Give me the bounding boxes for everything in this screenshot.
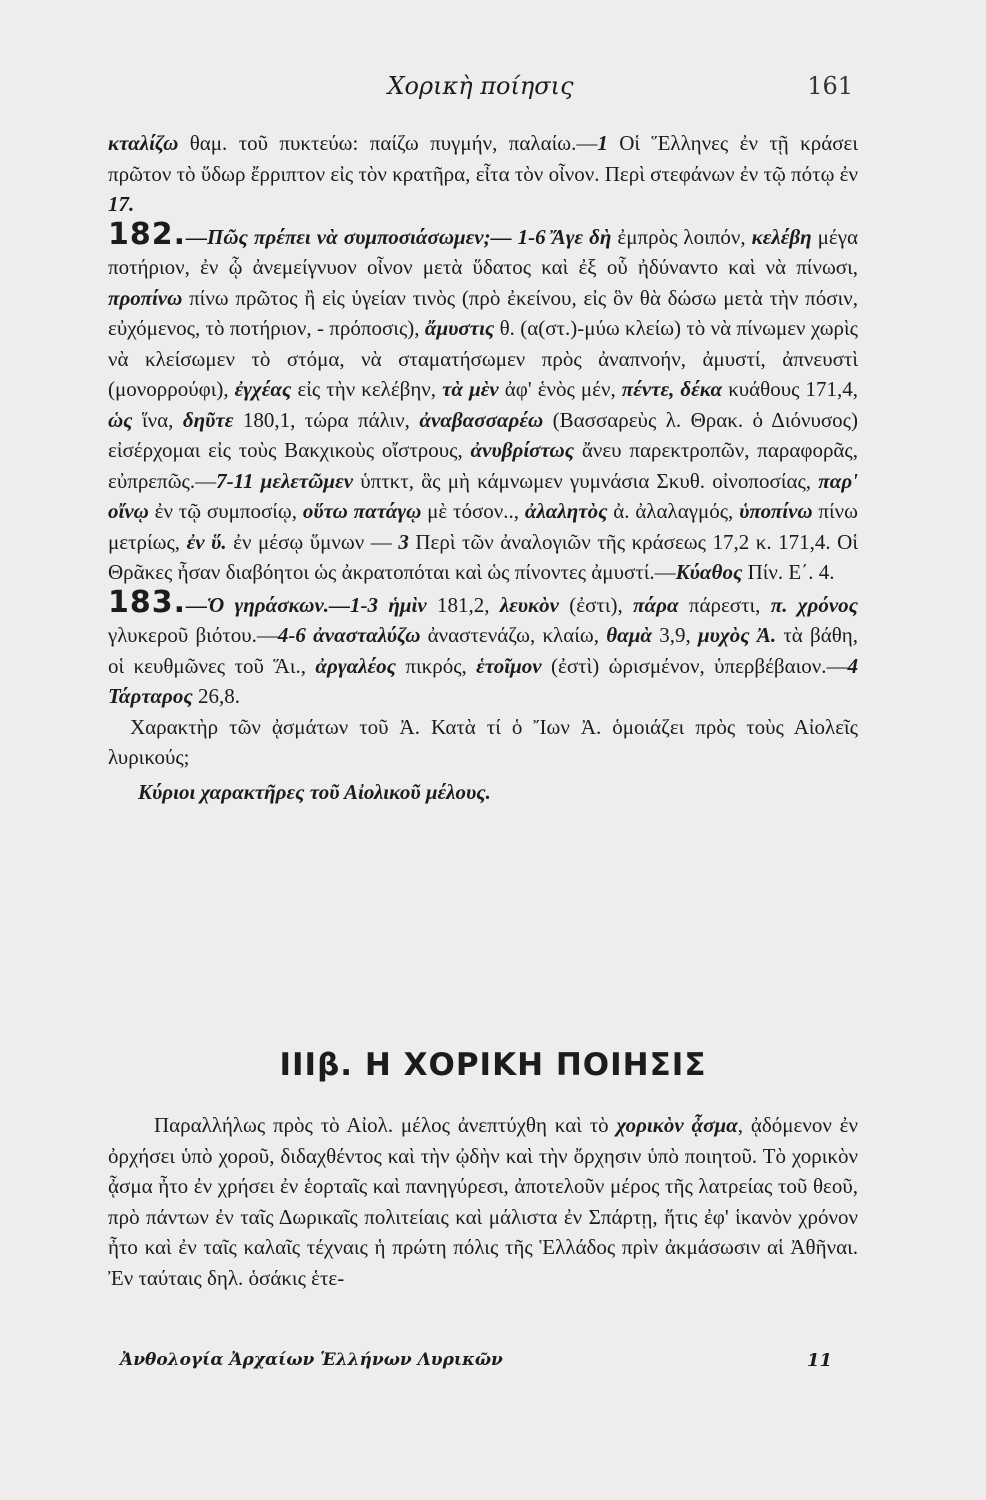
lemma: κελέβη	[751, 224, 812, 249]
lemma: ὡς	[108, 407, 133, 432]
lemma: δηῦτε	[182, 407, 234, 432]
lemma: μυχὸς Ἀ.	[698, 623, 777, 647]
lemma: ἀναβασσαρέω	[419, 407, 544, 432]
note-section-183: 183.—Ὁ γηράσκων.—1-3 ἡμὶν 181,2, λευκὸν (ἐστι), πάρα πάρεστι, π. χρόνος γλυκεροῦ βιότου.—4-6 ἀνασταλύζω ἀναστενάζω, κλαίω, θαμὰ 3,9, μυχὸς Ἀ. τὰ βάθη, οἱ κευθμῶνες τοῦ Ἅι., ἀργαλέος πικρός, ἑτοῖμον (ἐστὶ) ὡρισμένον, ὑπερβέβαιον.—4 Τάρταρος 26,8.	[108, 584, 859, 708]
signature-mark: 11	[806, 1350, 832, 1371]
chapter-heading: ΙΙΙβ. Η ΧΟΡΙΚΗ ΠΟΙΗΣΙΣ	[279, 1047, 707, 1083]
key-term: χορικὸν ᾆσμα	[616, 1113, 738, 1137]
chapter-text: Παραλλήλως πρὸς τὸ Αἰολ. μέλος ἀνεπτύχθη καὶ τὸ χορικὸν ᾆσμα, ᾀδόμενον ἐν ὀρχήσει ὑπὸ χοροῦ, διδαχθέντος καὶ τὴν ᾠδὴν καὶ τὴν ὄρχησιν ὑπὸ ποιητοῦ. Τὸ χορικὸν ᾆσμα ἦτο ἐν χρήσει ἐν ἑορταῖς καὶ πανηγύρεσι, ἀποτελοῦν μέρος τῆς λατρείας τοῦ θεοῦ, πρὸ πάντων ἐν ταῖς Δωρικαῖς πολιτείαις καὶ μάλιστα ἐν Σπάρτῃ, ἥτις ἐφ' ἱκανὸν χρόνον ἦτο καὶ ἐν ταῖς καλαῖς τέχναις ἡ πρώτη πόλις τῆς Ἑλλάδος πρὶν ἀκμάσωσιν αἱ Ἀθῆναι. Ἐν ταύταις δηλ. ὁσάκις ἑτε-	[108, 1113, 858, 1290]
page-header	[108, 72, 853, 106]
section-title: —Ὁ γηράσκων.—	[186, 592, 351, 617]
note-paragraph-intro: κταλίζω θαμ. τοῦ πυκτεύω: παίζω πυγμήν, παλαίω.—1 Οἱ Ἕλληνες ἐν τῇ κράσει πρῶτον τὸ ὕδωρ ἔρριπτον εἰς τὸν κρατῆρα, εἶτα τὸν οἶνον. Περὶ στεφάνων ἐν τῷ πότῳ ἐν 17.	[108, 131, 859, 216]
lemma: ἡμὶν	[388, 592, 427, 617]
lemma: κταλίζω	[108, 131, 179, 155]
lemma: ἀνασταλύζω	[313, 623, 421, 647]
lemma: μελετῶμεν	[260, 468, 354, 493]
lemma: ἑτοῖμον	[476, 653, 542, 678]
line-ref: 7-11	[216, 468, 254, 493]
section-subheading: Κύριοι χαρακτῆρες τοῦ Αἰολικοῦ μέλους.	[138, 779, 491, 804]
line-ref: 1	[597, 131, 608, 155]
line-ref: 3	[398, 529, 409, 554]
footer-book-title: Ἀνθολογία Ἀρχαίων Ἑλλήνων Λυρικῶν	[120, 1350, 503, 1370]
lemma: Τάρταρος	[108, 684, 193, 708]
line-ref: 4-6	[277, 623, 306, 647]
running-title: Χορικὴ ποίησις	[387, 72, 574, 100]
characteristics-question: Χαρακτὴρ τῶν ᾀσμάτων τοῦ Ἀ. Κατὰ τί ὁ Ἴων Ἀ. ὁμοιάζει πρὸς τοὺς Αἰολεῖς λυρικούς;	[108, 714, 858, 769]
lemma: Κύαθος	[675, 560, 743, 584]
notes-body	[108, 128, 858, 807]
lemma: ἀλαλητὸς	[524, 499, 608, 523]
section-number: 183.	[108, 584, 187, 620]
lemma: πάρα	[633, 592, 679, 617]
line-ref: 4	[847, 653, 858, 678]
lemma: πέντε, δέκα	[621, 377, 723, 401]
lemma: προπίνω	[108, 285, 183, 310]
page-number: 161	[807, 72, 853, 100]
lemma: παρ' οἴνῳ	[108, 468, 858, 523]
section-number: 182.	[108, 216, 187, 252]
lemma: ὑποπίνω	[739, 499, 813, 523]
page-footer	[120, 1350, 832, 1380]
line-ref: 1-3	[350, 592, 379, 617]
section-title: —Πῶς πρέπει νὰ συμποσιάσωμεν;—	[186, 224, 512, 249]
lemma: τὰ μὲν	[442, 377, 499, 401]
lemma: ἐγχέας	[234, 377, 292, 401]
lemma: ἐν ὕ.	[186, 529, 227, 554]
lemma: θαμὰ	[606, 623, 653, 647]
lemma: Ἄγε δὴ	[551, 224, 612, 249]
lemma: λευκὸν	[499, 592, 559, 617]
lemma: οὕτω πατάγῳ	[302, 499, 422, 523]
lemma: π. χρόνος	[770, 592, 859, 617]
note-section-182: 182.—Πῶς πρέπει νὰ συμποσιάσωμεν;— 1-6 Ἄγε δὴ ἐμπρὸς λοιπόν, κελέβη μέγα ποτήριον, ἐν ᾧ ἀνεμείγνυον οἶνον μετὰ ὕδατος καὶ ἐξ οὗ ἠδύναντο καὶ νὰ πίνωσι, προπίνω πίνω πρῶτος ἢ εἰς ὑγείαν τινὸς (πρὸ ἐκείνου, εἰς ὃν θὰ δώσω μετὰ τὴν πόσιν, εὐχόμενος, τὸ ποτήριον, - πρόποσις), ἄμυστις θ. (α(στ.)-μύω κλείω) τὸ νὰ πίνωμεν χωρὶς νὰ κλείσωμεν τὸ στόμα, νὰ σταματήσωμεν πρὸς ἀναπνοήν, ἀμυστί, ἀπνευστὶ (μονορρούφι), ἐγχέας εἰς τὴν κελέβην, τὰ μὲν ἀφ' ἑνὸς μέν, πέντε, δέκα κυάθους 171,4, ὡς ἵνα, δηῦτε 180,1, τώρα πάλιν, ἀναβασσαρέω (Βασσαρεὺς λ. Θρακ. ὁ Διόνυσος) εἰσέρχομαι εἰς τοὺς Βακχικοὺς οἴστρους, ἀνυβρίστως ἄνευ παρεκτροπῶν, παραφορᾶς, εὐπρεπῶς.—7-11 μελετῶμεν ὑπτκτ, ἃς μὴ κάμνωμεν γυμνάσια Σκυθ. οἰνοποσίας, παρ' οἴνῳ ἐν τῷ συμποσίῳ, οὕτω πατάγῳ μὲ τόσον.., ἀλαλητὸς ἀ. ἀλαλαγμός, ὑποπίνω πίνω μετρίως, ἐν ὕ. ἐν μέσῳ ὕμνων — 3 Περὶ τῶν ἀναλογιῶν τῆς κράσεως 17,2 κ. 171,4. Οἱ Θρᾶκες ἦσαν διαβόητοι ὡς ἀκρατοπόται καὶ ὡς πίνοντες ἀμυστί.—Κύαθος Πίν. Ε΄. 4.	[108, 216, 859, 584]
line-ref: 17.	[108, 192, 135, 216]
lemma: ἄμυστις	[424, 316, 495, 340]
lemma: ἀργαλέος	[315, 653, 396, 678]
lemma: ἀνυβρίστως	[470, 438, 575, 462]
